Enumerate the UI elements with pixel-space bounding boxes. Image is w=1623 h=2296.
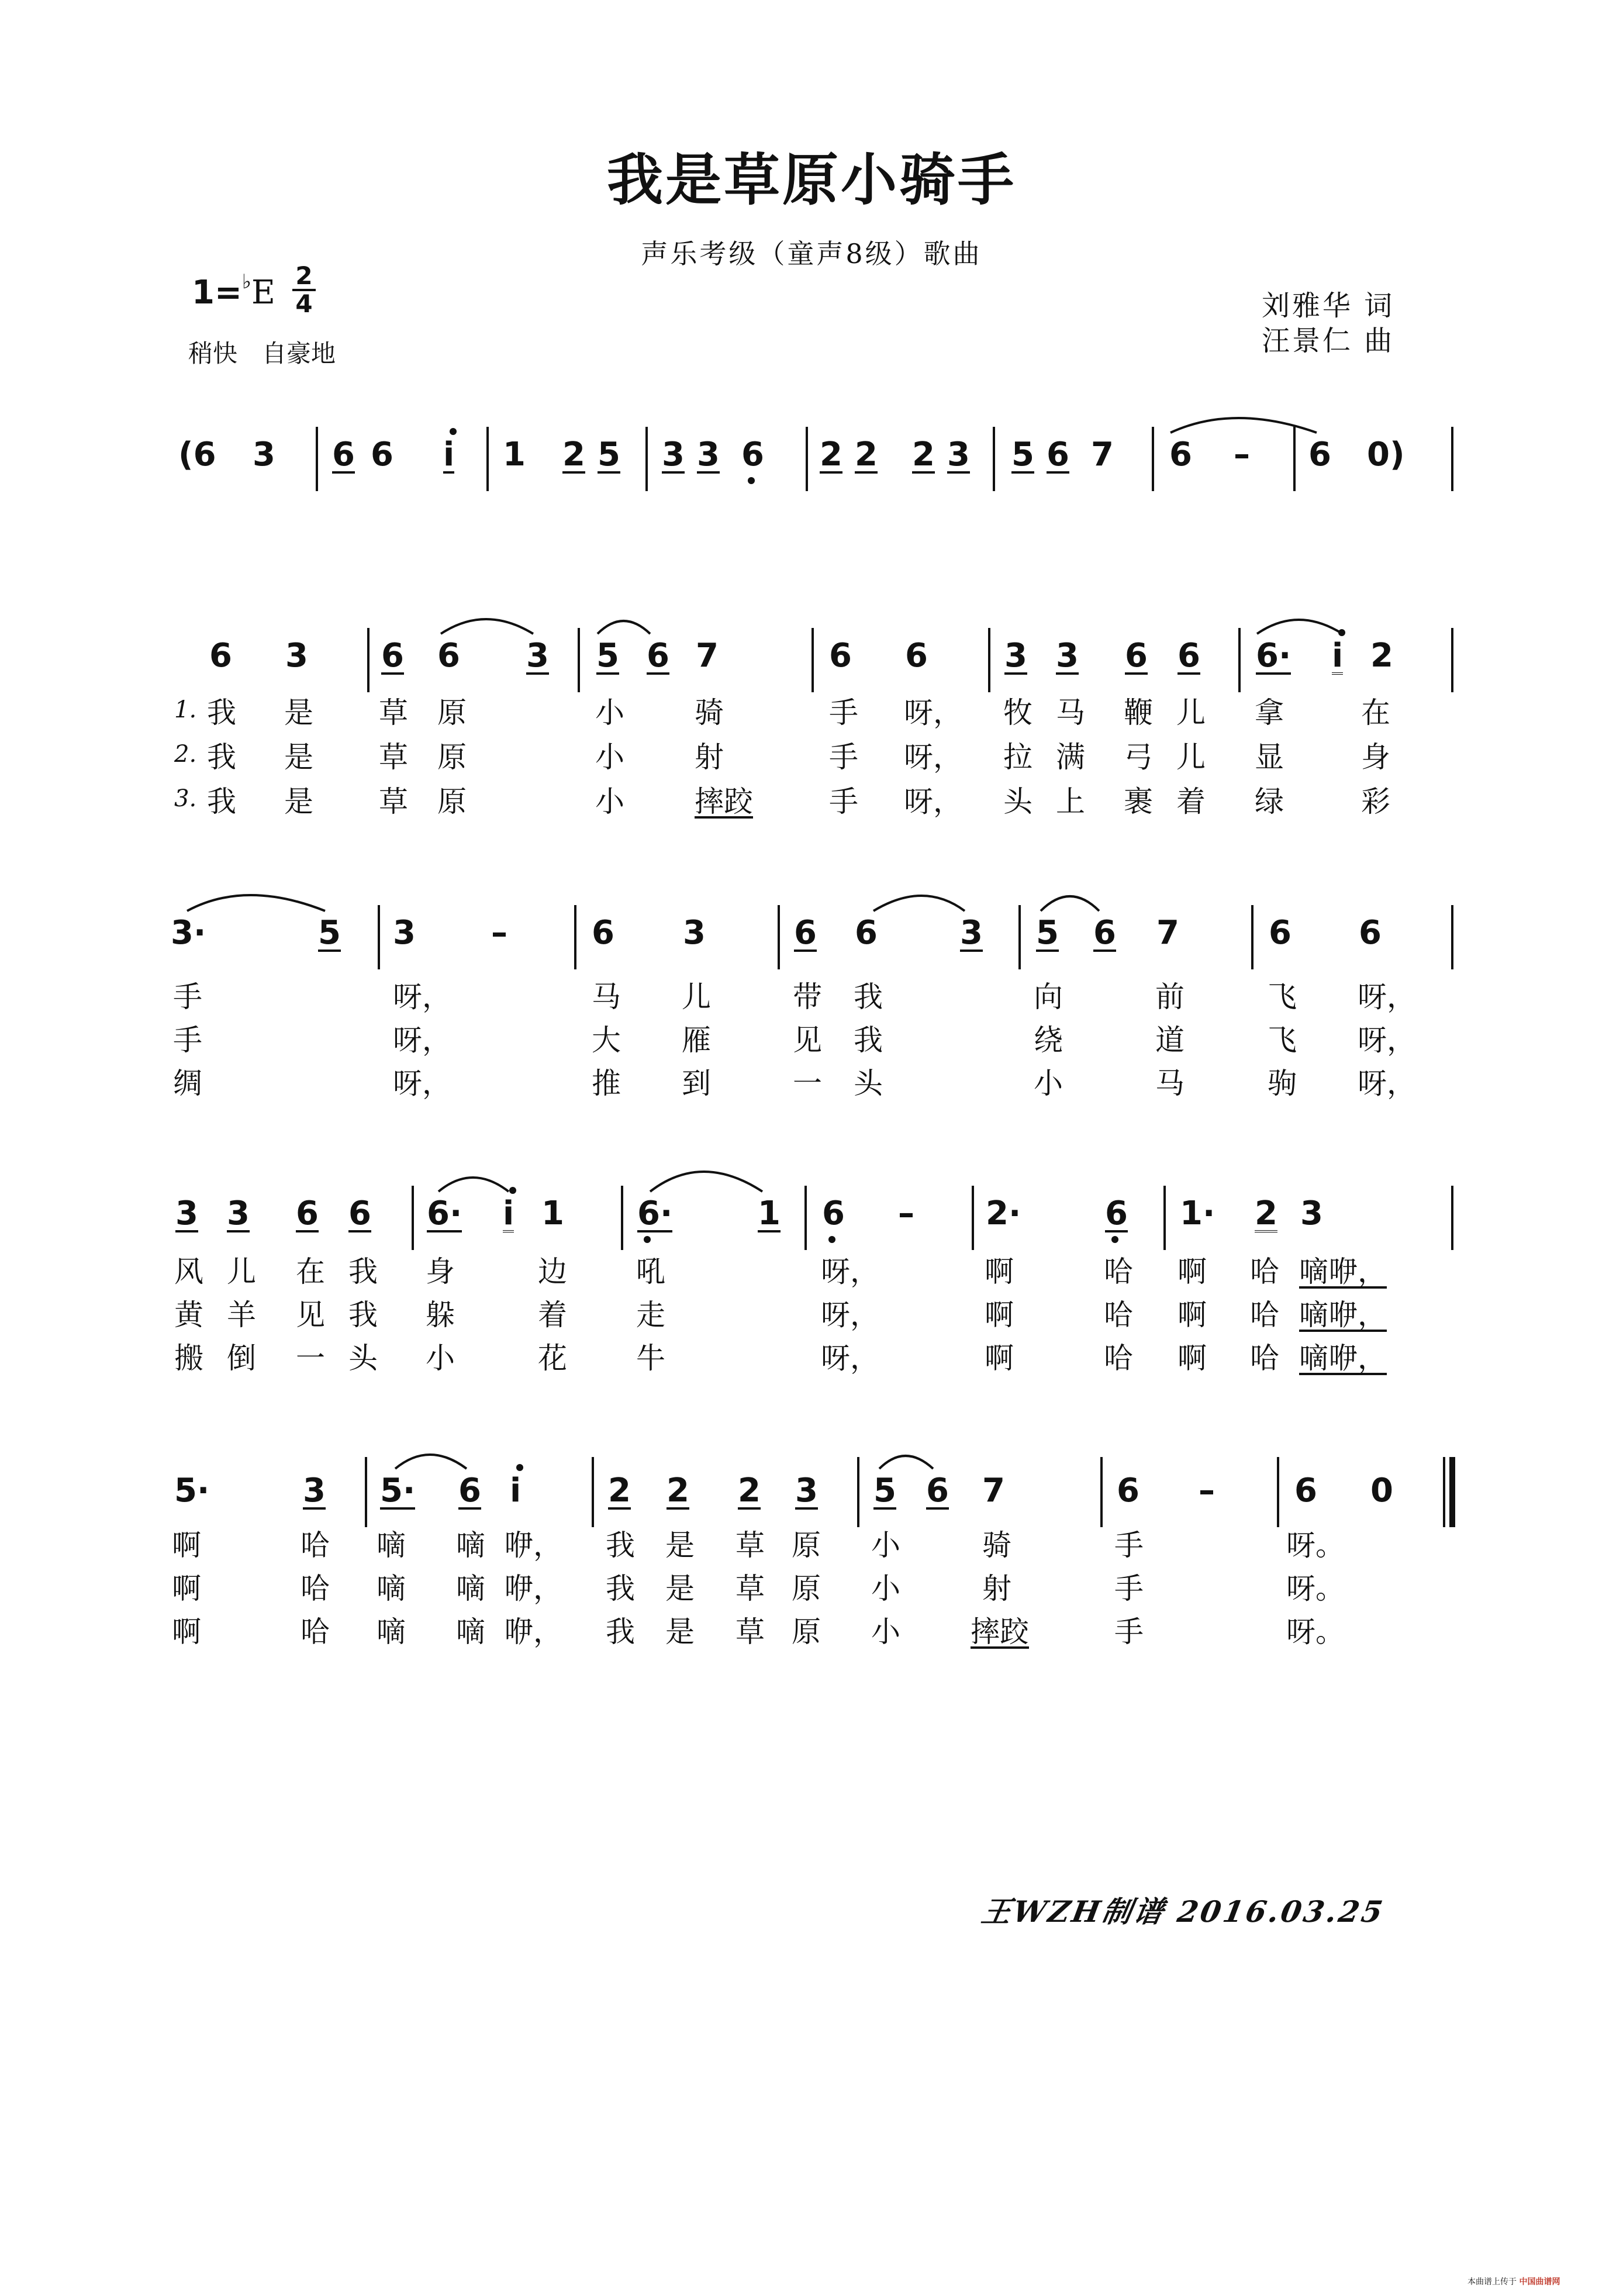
lyric: 嘀 <box>377 1615 406 1649</box>
lyric: 绿 <box>1255 785 1284 819</box>
note: 7 <box>1091 436 1114 474</box>
lyric: 草 <box>379 740 408 774</box>
lyric: 是 <box>284 696 313 730</box>
slur <box>1041 896 1099 911</box>
note: 6 <box>926 1472 949 1510</box>
verse-number: 1. <box>174 696 197 723</box>
note: 6 <box>855 914 878 952</box>
lyric: 呀， <box>1358 1023 1416 1057</box>
note: i <box>1332 637 1344 675</box>
lyric: 草 <box>735 1572 765 1606</box>
lyric: 原 <box>792 1615 821 1649</box>
lyric: 我 <box>207 740 236 774</box>
note: – <box>1199 1472 1215 1510</box>
lyric: 咿， <box>504 1615 562 1649</box>
note: 6 <box>794 914 817 952</box>
note: 3 <box>795 1472 818 1510</box>
lyric: 手 <box>1114 1572 1144 1606</box>
lyric: 啊 <box>1177 1255 1207 1289</box>
note: 6· <box>637 1194 673 1232</box>
lyric: 原 <box>437 696 467 730</box>
lyric: 呀， <box>821 1255 879 1289</box>
note: i <box>443 436 455 474</box>
lyric: 嘀 <box>456 1615 485 1649</box>
lyric: 前 <box>1155 980 1185 1014</box>
lyric: 呀， <box>904 740 962 774</box>
lyric: 绸 <box>173 1066 202 1100</box>
song-title: 我是草原小骑手 <box>607 147 1016 213</box>
lyric: 哈 <box>301 1528 330 1562</box>
lyric: 我 <box>606 1528 635 1562</box>
note: 2 <box>820 436 842 474</box>
note: 3 <box>1056 637 1079 675</box>
transcriber-signature: 王WZH制谱 2016.03.25 <box>979 1894 1388 1929</box>
lyric: 手 <box>829 740 858 774</box>
lyric: 咿， <box>504 1528 562 1562</box>
lyric: 啊 <box>985 1298 1014 1332</box>
low-octave-dot <box>1111 1236 1118 1243</box>
note: 2 <box>562 436 585 474</box>
note: 2 <box>912 436 935 474</box>
lyric: 小 <box>871 1528 900 1562</box>
note: 1 <box>758 1194 781 1232</box>
note: 6 <box>1117 1472 1139 1510</box>
note: 2 <box>855 436 878 474</box>
note: 1 <box>503 436 526 474</box>
lyric: 呀， <box>1358 980 1416 1014</box>
lyric: 身 <box>426 1255 455 1289</box>
note: 5 <box>318 914 341 952</box>
lyric: 着 <box>538 1298 567 1332</box>
lyric: 原 <box>437 785 467 819</box>
note: 3 <box>175 1194 198 1232</box>
lyric: 是 <box>665 1528 695 1562</box>
lyric: 拿 <box>1255 696 1284 730</box>
lyric: 拉 <box>1003 740 1032 774</box>
lyric: 儿 <box>1176 740 1206 774</box>
lyric: 啊 <box>985 1341 1014 1375</box>
octave-dots <box>450 428 1345 1471</box>
lyric: 草 <box>735 1615 765 1649</box>
lyric: 嘀咿， <box>1299 1298 1387 1332</box>
lyric: 咿， <box>504 1572 562 1606</box>
lyric: 小 <box>1034 1066 1063 1100</box>
lyric: 啊 <box>1177 1298 1207 1332</box>
lyric: 我 <box>348 1255 378 1289</box>
site-footer <box>1467 2276 1560 2287</box>
note: 3 <box>285 637 308 675</box>
lyric: 哈 <box>1250 1341 1279 1375</box>
note: (6 <box>178 436 216 474</box>
lyric: 是 <box>284 740 313 774</box>
lyric: 我 <box>854 980 883 1014</box>
lyric: 哈 <box>1250 1255 1279 1289</box>
lyric: 边 <box>538 1255 567 1289</box>
lyric: 啊 <box>172 1572 201 1606</box>
lyric: 草 <box>379 785 408 819</box>
lyric: 马 <box>592 980 621 1014</box>
lyric: 啊 <box>1177 1341 1207 1375</box>
lyric: 推 <box>592 1066 621 1100</box>
high-octave-dot <box>516 1464 523 1471</box>
note: 6· <box>427 1194 462 1232</box>
note: 6· <box>1256 637 1292 675</box>
lyric: 摔跤 <box>695 785 753 819</box>
low-octave-dot <box>748 477 755 484</box>
slur <box>873 896 965 911</box>
lyric: 嘀 <box>456 1528 485 1562</box>
lyric: 手 <box>829 785 858 819</box>
note: 2 <box>667 1472 689 1510</box>
note: 6 <box>332 436 355 474</box>
lyric: 我 <box>606 1572 635 1606</box>
lyric: 小 <box>871 1572 900 1606</box>
note: 6 <box>647 637 669 675</box>
note: i <box>503 1194 514 1232</box>
lyric: 一 <box>296 1341 325 1375</box>
lyric: 头 <box>348 1341 378 1375</box>
lyric: 见 <box>793 1023 822 1057</box>
note: 5 <box>873 1472 896 1510</box>
note: 5 <box>598 436 620 474</box>
lyric: 带 <box>793 980 822 1014</box>
note: 6 <box>1105 1194 1128 1232</box>
slur <box>598 621 650 634</box>
note: 6 <box>458 1472 481 1510</box>
note: – <box>1234 436 1250 474</box>
lyric: 倒 <box>227 1341 256 1375</box>
lyric: 草 <box>735 1528 765 1562</box>
lyric: 小 <box>595 696 624 730</box>
lyric: 手 <box>829 696 858 730</box>
note: 6 <box>1169 436 1192 474</box>
lyric: 彩 <box>1361 785 1390 819</box>
barlines <box>317 427 1452 1527</box>
lyric: 啊 <box>985 1255 1014 1289</box>
lyric: 满 <box>1056 740 1085 774</box>
note: 3 <box>303 1472 326 1510</box>
low-octave-dot <box>644 1236 651 1243</box>
lyric: 花 <box>538 1341 567 1375</box>
lyric: 哈 <box>301 1615 330 1649</box>
slur <box>879 1456 933 1469</box>
note: 3 <box>947 436 970 474</box>
note: 6 <box>437 637 460 675</box>
high-octave-dot <box>450 428 457 435</box>
lyric: 呀。 <box>1286 1572 1345 1606</box>
lyric: 哈 <box>1104 1341 1133 1375</box>
tempo-marking: 稍快 自豪地 <box>188 339 336 368</box>
note: 7 <box>982 1472 1005 1510</box>
time-signature-bottom: 4 <box>295 289 313 318</box>
lyric: 显 <box>1255 740 1284 774</box>
lyric: 是 <box>665 1615 695 1649</box>
note: 6 <box>1359 914 1382 952</box>
lyric: 驹 <box>1268 1066 1297 1100</box>
lyric: 是 <box>665 1572 695 1606</box>
lyric: 马 <box>1155 1066 1185 1100</box>
note: 6 <box>1308 436 1331 474</box>
lyric: 儿 <box>682 980 711 1014</box>
lyric: 呀， <box>1358 1066 1416 1100</box>
slur <box>395 1455 467 1469</box>
note: 3 <box>662 436 685 474</box>
note: 6 <box>381 637 404 675</box>
lyric: 骑 <box>982 1528 1011 1562</box>
lyric: 一 <box>793 1066 822 1100</box>
lyric: 牛 <box>636 1341 665 1375</box>
slur <box>441 619 533 634</box>
key-prefix: 1= <box>192 274 242 312</box>
verse-number: 3. <box>174 785 197 812</box>
lyric: 裹 <box>1124 785 1153 819</box>
lyric: 羊 <box>227 1298 256 1332</box>
lyric: 呀， <box>393 1066 451 1100</box>
lyric: 手 <box>1114 1528 1144 1562</box>
lyric: 飞 <box>1268 980 1297 1014</box>
lyric: 小 <box>871 1615 900 1649</box>
lyric: 小 <box>595 740 624 774</box>
note: 2 <box>1370 637 1393 675</box>
high-octave-dot <box>1338 629 1345 636</box>
low-octave-dot <box>828 1236 835 1243</box>
lyric: 吼 <box>636 1255 665 1289</box>
note: 6 <box>1093 914 1116 952</box>
lyric: 搬 <box>174 1341 203 1375</box>
lyric: 风 <box>174 1255 203 1289</box>
lyric: 呀。 <box>1286 1528 1345 1562</box>
note: 1 <box>541 1194 564 1232</box>
lyric: 嘀 <box>456 1572 485 1606</box>
lyric: 手 <box>173 1023 202 1057</box>
lyric: 啊 <box>172 1615 201 1649</box>
note: 6 <box>1294 1472 1317 1510</box>
key-name: E <box>251 274 275 312</box>
lyric: 原 <box>792 1572 821 1606</box>
lyric: 手 <box>173 980 202 1014</box>
note: 6 <box>348 1194 371 1232</box>
slur <box>1257 620 1342 634</box>
note: 2 <box>608 1472 631 1510</box>
note: 7 <box>696 637 719 675</box>
note: 3 <box>253 436 275 474</box>
note: 6 <box>592 914 614 952</box>
note: 2 <box>738 1472 761 1510</box>
note: 5 <box>1011 436 1034 474</box>
time-signature-top: 2 <box>295 261 313 290</box>
lyric: 牧 <box>1003 696 1032 730</box>
note: 5 <box>596 637 619 675</box>
lyric: 哈 <box>301 1572 330 1606</box>
lyric: 绕 <box>1034 1023 1063 1057</box>
lyric: 走 <box>636 1298 665 1332</box>
lyricist-credit: 刘雅华 词 <box>1262 289 1395 322</box>
note: 6 <box>1269 914 1292 952</box>
lyric: 头 <box>1003 785 1032 819</box>
lyric: 呀， <box>393 980 451 1014</box>
lyric: 向 <box>1034 980 1063 1014</box>
lyric: 手 <box>1114 1615 1144 1649</box>
song-subtitle: 声乐考级（童声8级）歌曲 <box>641 238 982 270</box>
lyric: 哈 <box>1104 1298 1133 1332</box>
composer-credit: 汪景仁 曲 <box>1262 324 1395 357</box>
lyric: 躲 <box>426 1298 455 1332</box>
note: 6 <box>1125 637 1148 675</box>
slur <box>438 1178 509 1192</box>
note: – <box>491 914 507 952</box>
lyric: 上 <box>1056 785 1085 819</box>
note: 3 <box>1004 637 1027 675</box>
note: 1· <box>1180 1194 1215 1232</box>
note: 2· <box>986 1194 1021 1232</box>
lyric: 着 <box>1176 785 1206 819</box>
lyric: 哈 <box>1250 1298 1279 1332</box>
lyric: 小 <box>426 1341 455 1375</box>
lyric: 在 <box>1361 696 1390 730</box>
note: 6 <box>829 637 852 675</box>
note: 3 <box>393 914 416 952</box>
footer-text: 本曲谱上传于 <box>1467 2277 1520 2287</box>
lyric: 射 <box>695 740 724 774</box>
note: 6 <box>1177 637 1200 675</box>
lyric: 小 <box>595 785 624 819</box>
lyric: 我 <box>854 1023 883 1057</box>
lyric: 呀， <box>393 1023 451 1057</box>
high-octave-dot <box>509 1187 516 1194</box>
note: 3· <box>171 914 206 952</box>
lyric: 啊 <box>172 1528 201 1562</box>
lyric: 我 <box>606 1615 635 1649</box>
note: 3 <box>960 914 983 952</box>
lyric: 头 <box>854 1066 883 1100</box>
note: 3 <box>526 637 549 675</box>
lyric: 草 <box>379 696 408 730</box>
lyric: 呀。 <box>1286 1615 1345 1649</box>
lyric: 嘀咿， <box>1299 1341 1387 1375</box>
lyric: 飞 <box>1268 1023 1297 1057</box>
lyric: 哈 <box>1104 1255 1133 1289</box>
note: 0) <box>1367 436 1405 474</box>
lyric: 大 <box>592 1023 621 1057</box>
lyric: 弓 <box>1124 740 1153 774</box>
lyric: 呀， <box>821 1298 879 1332</box>
lyric: 在 <box>296 1255 325 1289</box>
lyric: 呀， <box>904 696 962 730</box>
note: 6 <box>371 436 393 474</box>
note: – <box>898 1194 914 1232</box>
lyric: 身 <box>1361 740 1390 774</box>
lyric: 嘀 <box>377 1572 406 1606</box>
lyric: 我 <box>207 785 236 819</box>
lyric: 是 <box>284 785 313 819</box>
lyric: 嘀 <box>377 1528 406 1562</box>
lyric: 到 <box>682 1066 711 1100</box>
note: 6 <box>822 1194 845 1232</box>
lyric: 道 <box>1155 1023 1185 1057</box>
verse-number: 2. <box>174 741 197 768</box>
lyric: 呀， <box>821 1341 879 1375</box>
note: 3 <box>1300 1194 1323 1232</box>
note: 3 <box>227 1194 250 1232</box>
note: 7 <box>1156 914 1179 952</box>
note: 3 <box>683 914 706 952</box>
flat-sign: ♭ <box>241 270 251 294</box>
footer-brand: 中国曲谱网 <box>1519 2277 1560 2287</box>
lyric: 原 <box>792 1528 821 1562</box>
lyric: 儿 <box>227 1255 256 1289</box>
note: 6 <box>741 436 764 474</box>
lyric: 我 <box>207 696 236 730</box>
lyric: 马 <box>1056 696 1085 730</box>
slur <box>187 895 325 911</box>
note: i <box>510 1472 522 1510</box>
note: 0 <box>1370 1472 1393 1510</box>
lyric: 射 <box>982 1572 1011 1606</box>
note: 6 <box>209 637 232 675</box>
lyric: 见 <box>296 1298 325 1332</box>
note: 3 <box>697 436 720 474</box>
lyric: 摔跤 <box>971 1615 1029 1649</box>
note: 6 <box>296 1194 319 1232</box>
lyric: 鞭 <box>1124 696 1153 730</box>
note: 5· <box>380 1472 416 1510</box>
lyric: 黄 <box>174 1298 203 1332</box>
lyric: 我 <box>348 1298 378 1332</box>
lyric: 雁 <box>682 1023 711 1057</box>
lyric: 儿 <box>1176 696 1206 730</box>
note: 5· <box>174 1472 210 1510</box>
note: 6 <box>905 637 928 675</box>
note: 5 <box>1036 914 1059 952</box>
slurs <box>187 418 1342 1469</box>
lyric: 嘀咿， <box>1299 1255 1387 1289</box>
note: 2 <box>1255 1194 1277 1232</box>
note: 6 <box>1047 436 1069 474</box>
lyric: 骑 <box>695 696 724 730</box>
slur <box>650 1172 762 1192</box>
lyric: 原 <box>437 740 467 774</box>
lyric: 呀， <box>904 785 962 819</box>
